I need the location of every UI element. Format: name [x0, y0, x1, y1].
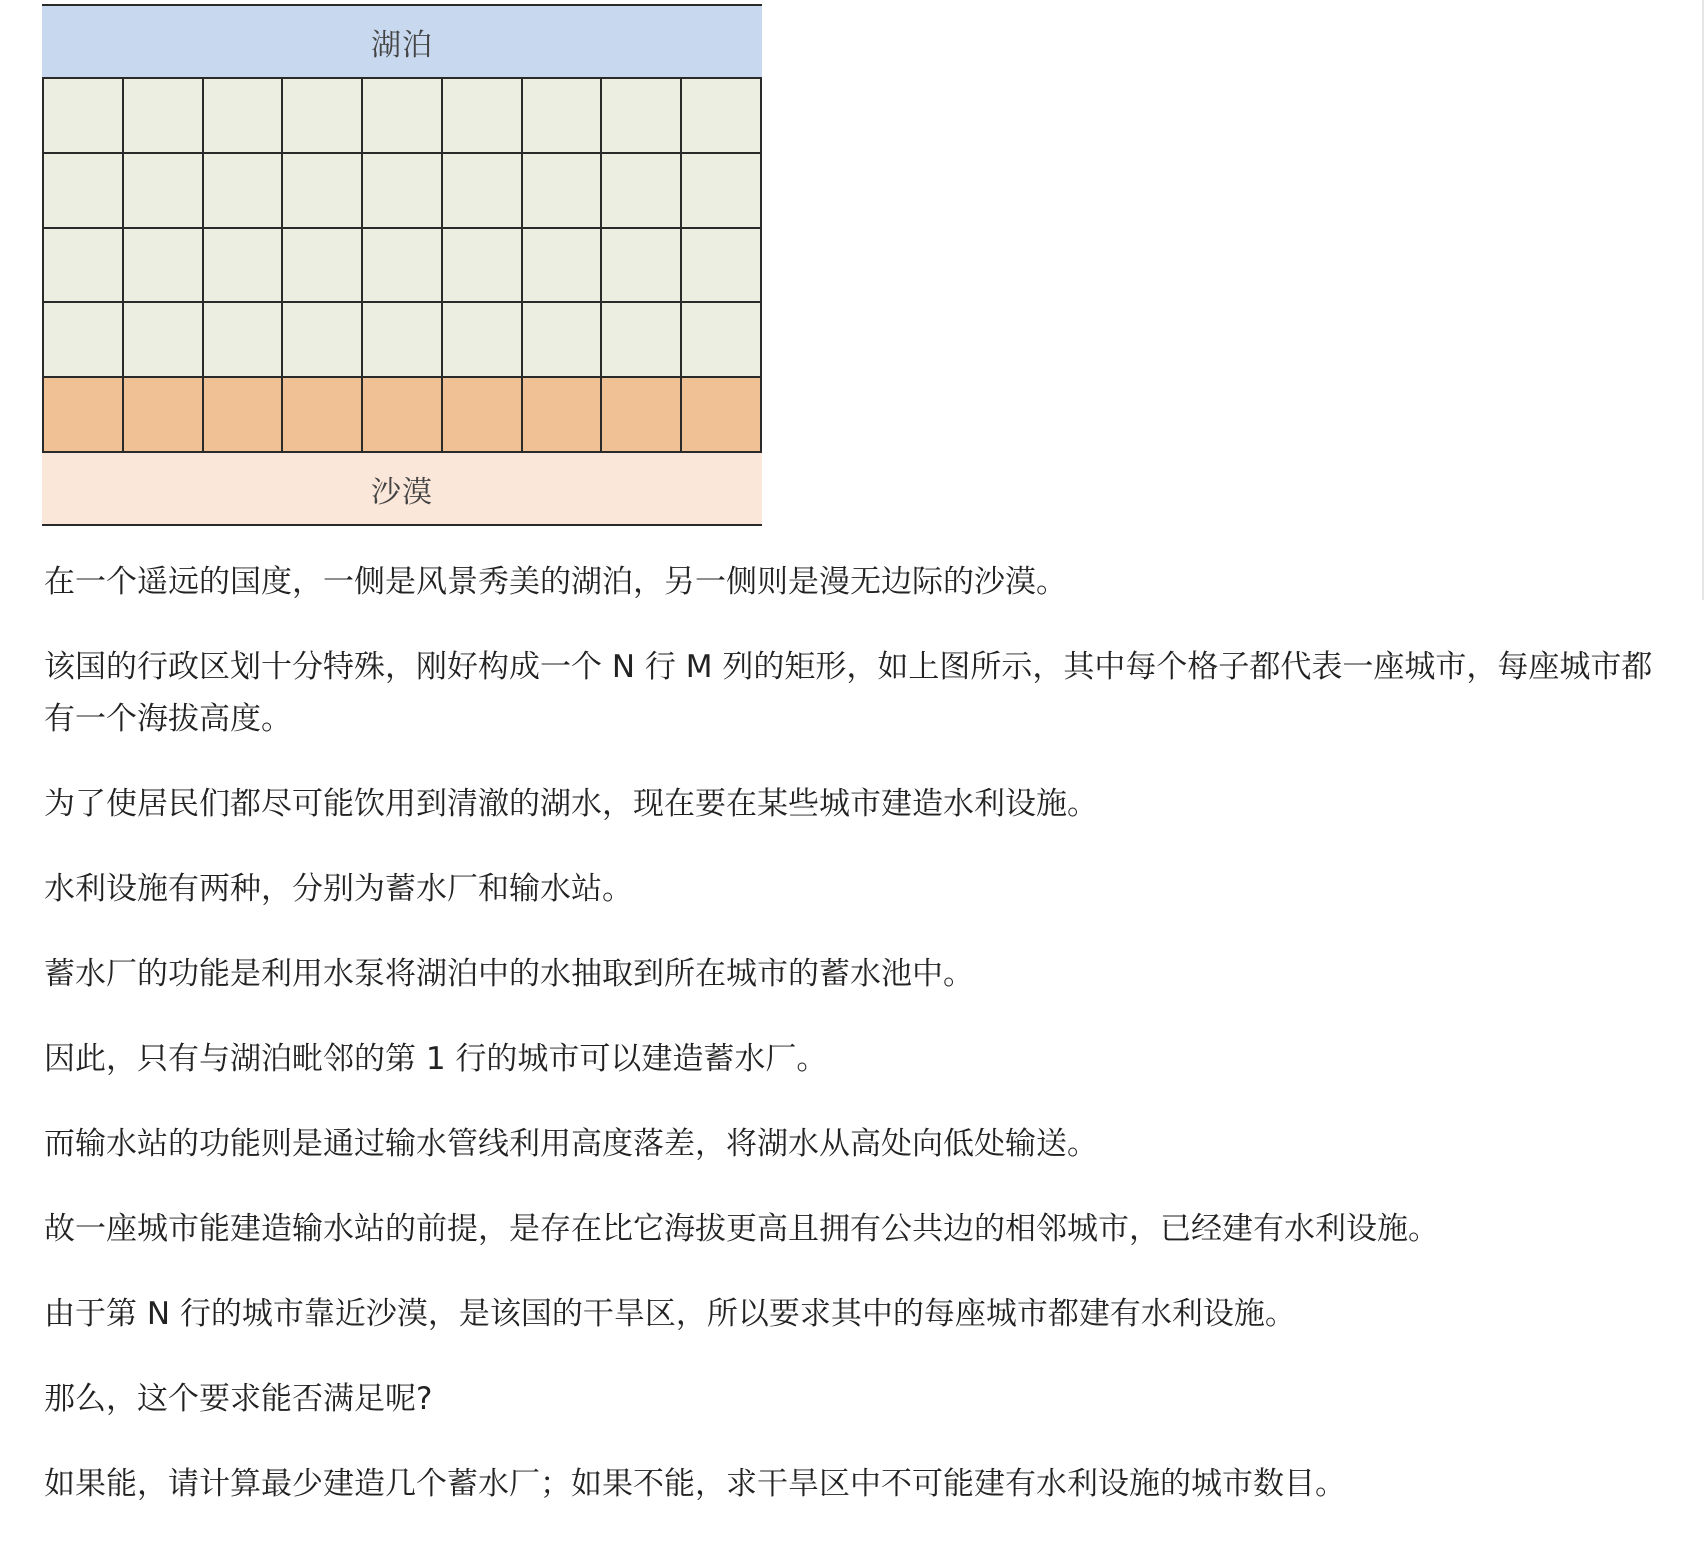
city-cell	[523, 303, 603, 378]
city-cell	[124, 79, 204, 154]
desert-band	[42, 453, 762, 526]
city-cell	[283, 154, 363, 229]
paragraph-8: 故一座城市能建造输水站的前提，是存在比它海拔更高且拥有公共边的相邻城市，已经建有水利设施。	[44, 1211, 1439, 1247]
city-cell	[602, 154, 682, 229]
arid-city-cell	[443, 378, 523, 453]
city-cell	[682, 154, 762, 229]
city-cell	[682, 229, 762, 304]
paragraph-1: 在一个遥远的国度，一侧是风景秀美的湖泊，另一侧则是漫无边际的沙漠。	[44, 564, 1067, 600]
city-cell	[124, 229, 204, 304]
city-cell	[124, 303, 204, 378]
city-cell	[204, 303, 284, 378]
paragraph-4: 水利设施有两种，分别为蓄水厂和输水站。	[44, 871, 633, 907]
city-cell	[363, 154, 443, 229]
city-cell	[124, 154, 204, 229]
city-cell	[283, 229, 363, 304]
paragraph-11: 如果能，请计算最少建造几个蓄水厂；如果不能，求干旱区中不可能建有水利设施的城市数目。	[44, 1466, 1346, 1502]
city-cell	[363, 79, 443, 154]
paragraph-2: 该国的行政区划十分特殊，刚好构成一个 N 行 M 列的矩形，如上图所示，其中每个格子都代表一座城市，每座城市都有一个海拔高度。	[44, 649, 1653, 737]
city-cell	[602, 303, 682, 378]
city-grid	[42, 77, 762, 453]
city-cell	[204, 154, 284, 229]
arid-city-cell	[523, 378, 603, 453]
city-cell	[682, 303, 762, 378]
city-cell	[443, 303, 523, 378]
arid-city-cell	[682, 378, 762, 453]
paragraph-6: 因此，只有与湖泊毗邻的第 1 行的城市可以建造蓄水厂。	[44, 1041, 828, 1077]
city-cell	[44, 79, 124, 154]
city-cell	[602, 79, 682, 154]
problem-description	[44, 556, 1664, 1543]
city-cell	[523, 79, 603, 154]
arid-city-cell	[44, 378, 124, 453]
paragraph-7: 而输水站的功能则是通过输水管线利用高度落差，将湖水从高处向低处输送。	[44, 1126, 1098, 1162]
city-cell	[443, 79, 523, 154]
city-cell	[443, 229, 523, 304]
city-cell	[204, 229, 284, 304]
arid-city-cell	[283, 378, 363, 453]
lake-band	[42, 4, 762, 77]
city-cell	[523, 154, 603, 229]
arid-city-cell	[602, 378, 682, 453]
arid-city-cell	[363, 378, 443, 453]
desert-label: 沙漠	[371, 474, 433, 510]
lake-desert-figure	[42, 4, 762, 526]
paragraph-3: 为了使居民们都尽可能饮用到清澈的湖水，现在要在某些城市建造水利设施。	[44, 786, 1098, 822]
city-cell	[523, 229, 603, 304]
city-cell	[44, 154, 124, 229]
paragraph-9: 由于第 N 行的城市靠近沙漠，是该国的干旱区，所以要求其中的每座城市都建有水利设施。	[44, 1296, 1296, 1332]
city-cell	[204, 79, 284, 154]
arid-city-cell	[204, 378, 284, 453]
city-cell	[602, 229, 682, 304]
city-cell	[283, 303, 363, 378]
city-cell	[44, 303, 124, 378]
city-cell	[443, 154, 523, 229]
city-cell	[363, 303, 443, 378]
city-cell	[363, 229, 443, 304]
city-cell	[682, 79, 762, 154]
paragraph-10: 那么，这个要求能否满足呢?	[44, 1381, 433, 1417]
arid-city-cell	[124, 378, 204, 453]
paragraph-5: 蓄水厂的功能是利用水泵将湖泊中的水抽取到所在城市的蓄水池中。	[44, 956, 974, 992]
city-cell	[44, 229, 124, 304]
lake-label: 湖泊	[371, 27, 433, 63]
city-cell	[283, 79, 363, 154]
